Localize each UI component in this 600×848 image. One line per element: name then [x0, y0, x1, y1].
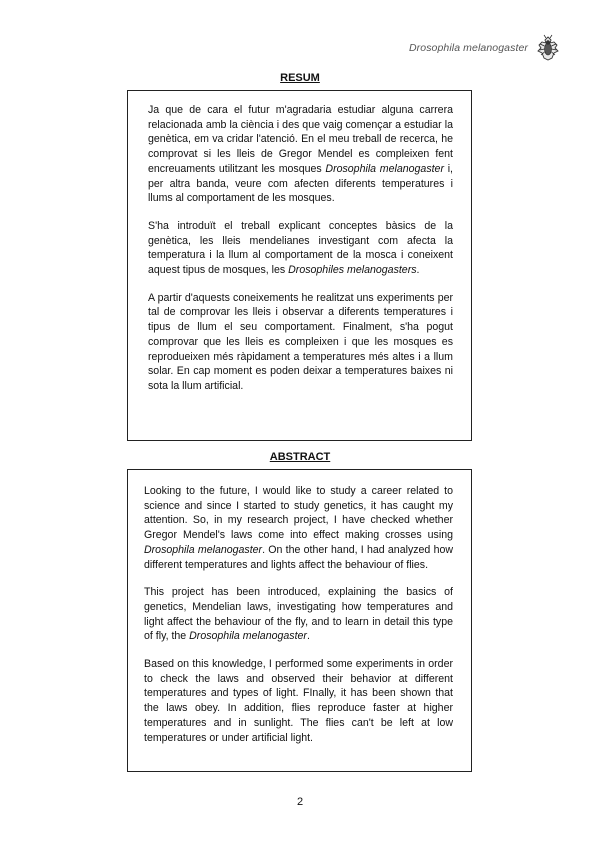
species-name: Drosophiles melanogasters	[288, 264, 417, 277]
species-name: Drosophila melanogaster	[325, 162, 444, 175]
species-name: Drosophila melanogaster	[189, 630, 307, 643]
abstract-paragraph-3: Based on this knowledge, I performed some experiments in order to check the laws and observed their behavior at different temperatures and types of light. FInally, it has been shown that the laws obey. In addition, flies reproduce faster at higher temperatures and in sunlight. The flies can't be left at low temperatures or under artificial light.	[144, 658, 453, 744]
abstract-paragraph-1: Looking to the future, I would like to study a career related to science and since I started to study genetics, it has caught my attention. So, in my research project, I have checked whether Gregor Mendel's laws come into effect making crosses using Drosophila melanogaster. On the other hand, I had analyzed how different temperatures and lights affect the behaviour of flies.	[144, 485, 454, 571]
page-header	[409, 34, 560, 62]
resum-box	[127, 90, 472, 441]
abstract-box	[127, 469, 472, 772]
resum-paragraph-2: S'ha introduït el treball explicant conceptes bàsics de la genètica, les lleis mendelianes investigant com afecta la temperatura i la llum al comportament de la mosca i coneixent aquest tipus de mosques, les Drosophiles melanogasters.	[148, 219, 453, 277]
running-title: Drosophila melanogaster	[408, 42, 528, 54]
species-name: Drosophila melanogaster	[144, 543, 263, 556]
resum-paragraph-1: Ja que de cara el futur m'agradaria estudiar alguna carrera relacionada amb la ciència i des que vaig començar a estudiar la genètica, em va cridar l'atenció. En el meu treball de recerca, he comprovat si les lleis de Gregor Mendel es compleixen fent encreuaments utilitzant les mosques Drosophila melanogaster i, per altra banda, veure com afecten diferents temperatures i llums al comportament de les mosques.	[148, 104, 454, 205]
resum-paragraph-3: A partir d'aquests coneixements he realitzat uns experiments per tal de comprovar les lleis i observar a diferents temperatures i tipus de llum el seu comportament. Finalment, s'ha pogut comprovar que les lleis es compleixen i que les mosques es reprodueixen més ràpidament a temperatures més altes i a llum solar. En cap moment es poden deixar a temperatures baixes ni sota la llum artificial.	[148, 291, 453, 392]
abstract-title: ABSTRACT	[269, 451, 331, 463]
abstract-paragraph-2: This project has been introduced, explaining the basics of genetics, Mendelian laws, investigating how temperatures and light affect the behaviour of the fly, and to learn in detail this type of fly, the Drosophila melanogaster.	[144, 586, 453, 643]
resum-title: RESUM	[280, 72, 320, 84]
fly-crest-icon	[536, 34, 560, 62]
page-number: 2	[296, 796, 304, 808]
